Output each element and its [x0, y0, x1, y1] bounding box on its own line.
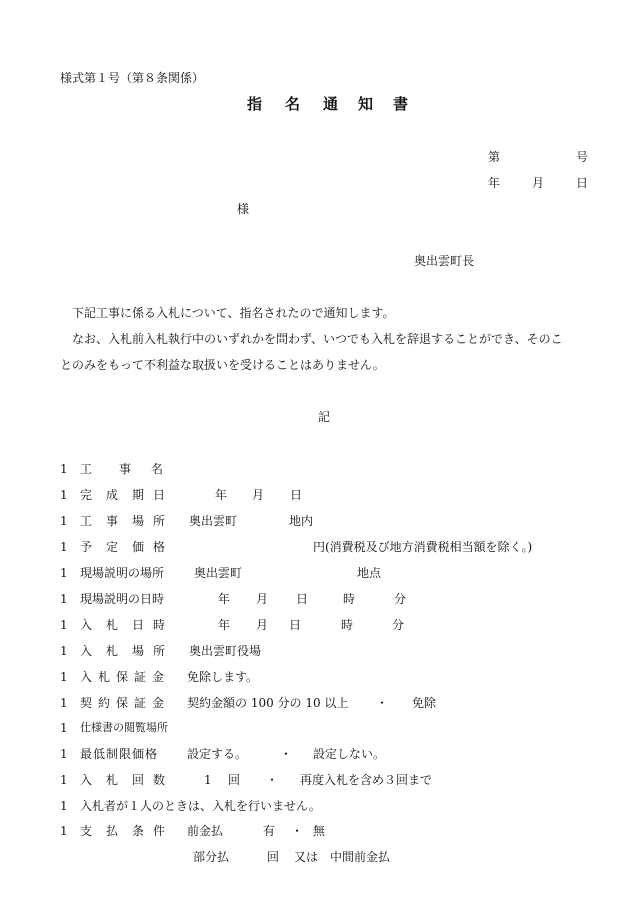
item-value: 再度入札を含め３回まで	[300, 773, 433, 787]
title-char: 指	[247, 95, 263, 113]
item-label: 工	[80, 462, 93, 476]
item-label: 保	[116, 670, 129, 684]
item-number: 1	[60, 540, 68, 554]
item-label: 札	[98, 670, 111, 684]
item-label: 証	[134, 670, 147, 684]
item-label: 日	[132, 618, 145, 632]
title-char: 通	[323, 95, 339, 113]
item-number: 1	[60, 747, 68, 761]
item-label: 日	[153, 488, 166, 502]
item-value: 円(消費税及び地方消費税相当額を除く。)	[313, 540, 533, 554]
item-value: 日	[290, 488, 303, 502]
list-item	[60, 746, 620, 762]
item-label: 契	[80, 696, 93, 710]
number-suffix: 号	[576, 150, 589, 164]
item-value: 時	[341, 618, 354, 632]
issuer: 奥出雲町長	[414, 254, 475, 268]
list-item	[60, 643, 620, 659]
item-label: 工	[80, 514, 93, 528]
item-value: 部分払	[193, 850, 230, 864]
list-item	[60, 539, 620, 555]
item-value: 契約金額の 100 分の 10 以上	[187, 696, 349, 710]
list-item	[60, 487, 620, 503]
item-label: 札	[106, 773, 119, 787]
item-value: 奥出雲町役場	[189, 644, 262, 658]
item-value: 地点	[357, 566, 382, 580]
item-label: 保	[116, 696, 129, 710]
item-value: 時	[343, 592, 356, 606]
item-label: 所	[153, 514, 166, 528]
item-number: 1	[60, 462, 68, 476]
item-label: 予	[80, 540, 93, 554]
item-value: 設定しない。	[313, 747, 386, 761]
item-value: 日	[296, 592, 309, 606]
item-number: 1	[60, 773, 68, 787]
list-item	[60, 798, 620, 814]
number-prefix: 第	[488, 150, 501, 164]
item-label: 払	[106, 824, 119, 838]
date-year: 年	[488, 176, 501, 190]
list-item	[60, 823, 620, 839]
item-label: 件	[153, 824, 166, 838]
date-month: 月	[532, 176, 545, 190]
item-label: 約	[98, 696, 111, 710]
item-value: 分	[394, 592, 407, 606]
addressee-suffix: 様	[237, 202, 250, 216]
item-label: 時	[153, 618, 166, 632]
item-label: 成	[106, 488, 119, 502]
item-label: 回	[132, 773, 145, 787]
item-label: 仕様書の閲覧場所	[80, 721, 168, 734]
item-value: 年	[215, 488, 228, 502]
list-item-continuation	[60, 849, 620, 865]
item-number: 1	[60, 696, 68, 710]
list-item	[60, 720, 620, 736]
item-value: 奥出雲町	[189, 514, 238, 528]
item-label: 入	[80, 644, 93, 658]
item-label: 事	[106, 514, 119, 528]
list-item	[60, 695, 620, 711]
item-value: ・	[291, 824, 304, 838]
item-number: 1	[60, 721, 68, 735]
item-label: 入	[80, 773, 93, 787]
list-item	[60, 591, 620, 607]
item-value: 回	[228, 773, 241, 787]
title-char: 名	[285, 95, 301, 113]
item-label: 数	[153, 773, 166, 787]
item-label: 金	[152, 696, 165, 710]
item-number: 1	[60, 592, 68, 606]
item-label: 入	[80, 618, 93, 632]
item-label: 金	[152, 670, 165, 684]
ki-heading: 記	[318, 410, 331, 424]
item-label: 最低制限価格	[80, 747, 159, 761]
item-value: 月	[256, 592, 269, 606]
item-value: 設定する。	[187, 747, 248, 761]
item-value: 1	[204, 773, 212, 787]
item-value: 回	[267, 850, 280, 864]
item-value: 日	[289, 618, 302, 632]
form-id: 様式第１号（第８条関係）	[60, 71, 205, 85]
item-label: 期	[132, 488, 145, 502]
item-label: 定	[106, 540, 119, 554]
list-item	[60, 461, 620, 477]
item-label: 所	[153, 644, 166, 658]
item-value: 免除します。	[187, 670, 259, 684]
item-value: ・	[280, 747, 293, 761]
item-value: 月	[256, 618, 269, 632]
item-value: 月	[252, 488, 265, 502]
item-value: ・	[376, 696, 389, 710]
item-number: 1	[60, 514, 68, 528]
item-number: 1	[60, 488, 68, 502]
list-item	[60, 772, 620, 788]
title-char: 書	[393, 95, 409, 113]
item-label: 現場説明の場所	[80, 566, 165, 580]
item-label: 条	[132, 824, 145, 838]
item-value: 奥出雲町	[194, 566, 243, 580]
item-label: 札	[106, 618, 119, 632]
item-value: 免除	[412, 696, 437, 710]
item-value: 分	[392, 618, 405, 632]
item-label: 格	[153, 540, 166, 554]
item-label: 場	[132, 514, 145, 528]
item-value: 地内	[289, 514, 314, 528]
item-value: 有	[263, 824, 276, 838]
item-number: 1	[60, 799, 68, 813]
item-number: 1	[60, 644, 68, 658]
item-number: 1	[60, 824, 68, 838]
list-item	[60, 617, 620, 633]
item-label: 札	[106, 644, 119, 658]
item-label: 証	[134, 696, 147, 710]
item-number: 1	[60, 566, 68, 580]
item-label: 入札者が１人のときは、入札を行いません。	[80, 799, 321, 813]
item-value: 年	[218, 592, 231, 606]
item-value: 又は	[294, 850, 319, 864]
item-value: 年	[218, 618, 231, 632]
item-value: ・	[266, 773, 279, 787]
title-char: 知	[358, 95, 374, 113]
item-label: 事	[119, 462, 132, 476]
body-line-2: なお、入札前入札執行中のいずれかを問わず、いつでも入札を辞退することができ、そのこ	[72, 332, 563, 346]
item-label: 現場説明の日時	[80, 592, 165, 606]
item-label: 完	[80, 488, 93, 502]
body-line-3: とのみをもって不利益な取扱いを受けることはありません。	[60, 358, 385, 372]
item-label: 価	[132, 540, 145, 554]
item-value: 無	[313, 824, 326, 838]
list-item	[60, 565, 620, 581]
item-label: 支	[80, 824, 93, 838]
item-value: 中間前金払	[330, 850, 391, 864]
date-day: 日	[576, 176, 589, 190]
item-label: 場	[132, 644, 145, 658]
item-label: 名	[151, 462, 164, 476]
item-label: 入	[80, 670, 93, 684]
list-item	[60, 513, 620, 529]
body-line-1: 下記工事に係る入札について、指名されたので通知します。	[72, 306, 395, 320]
list-item	[60, 669, 620, 685]
item-number: 1	[60, 670, 68, 684]
item-value: 前金払	[187, 824, 224, 838]
item-number: 1	[60, 618, 68, 632]
